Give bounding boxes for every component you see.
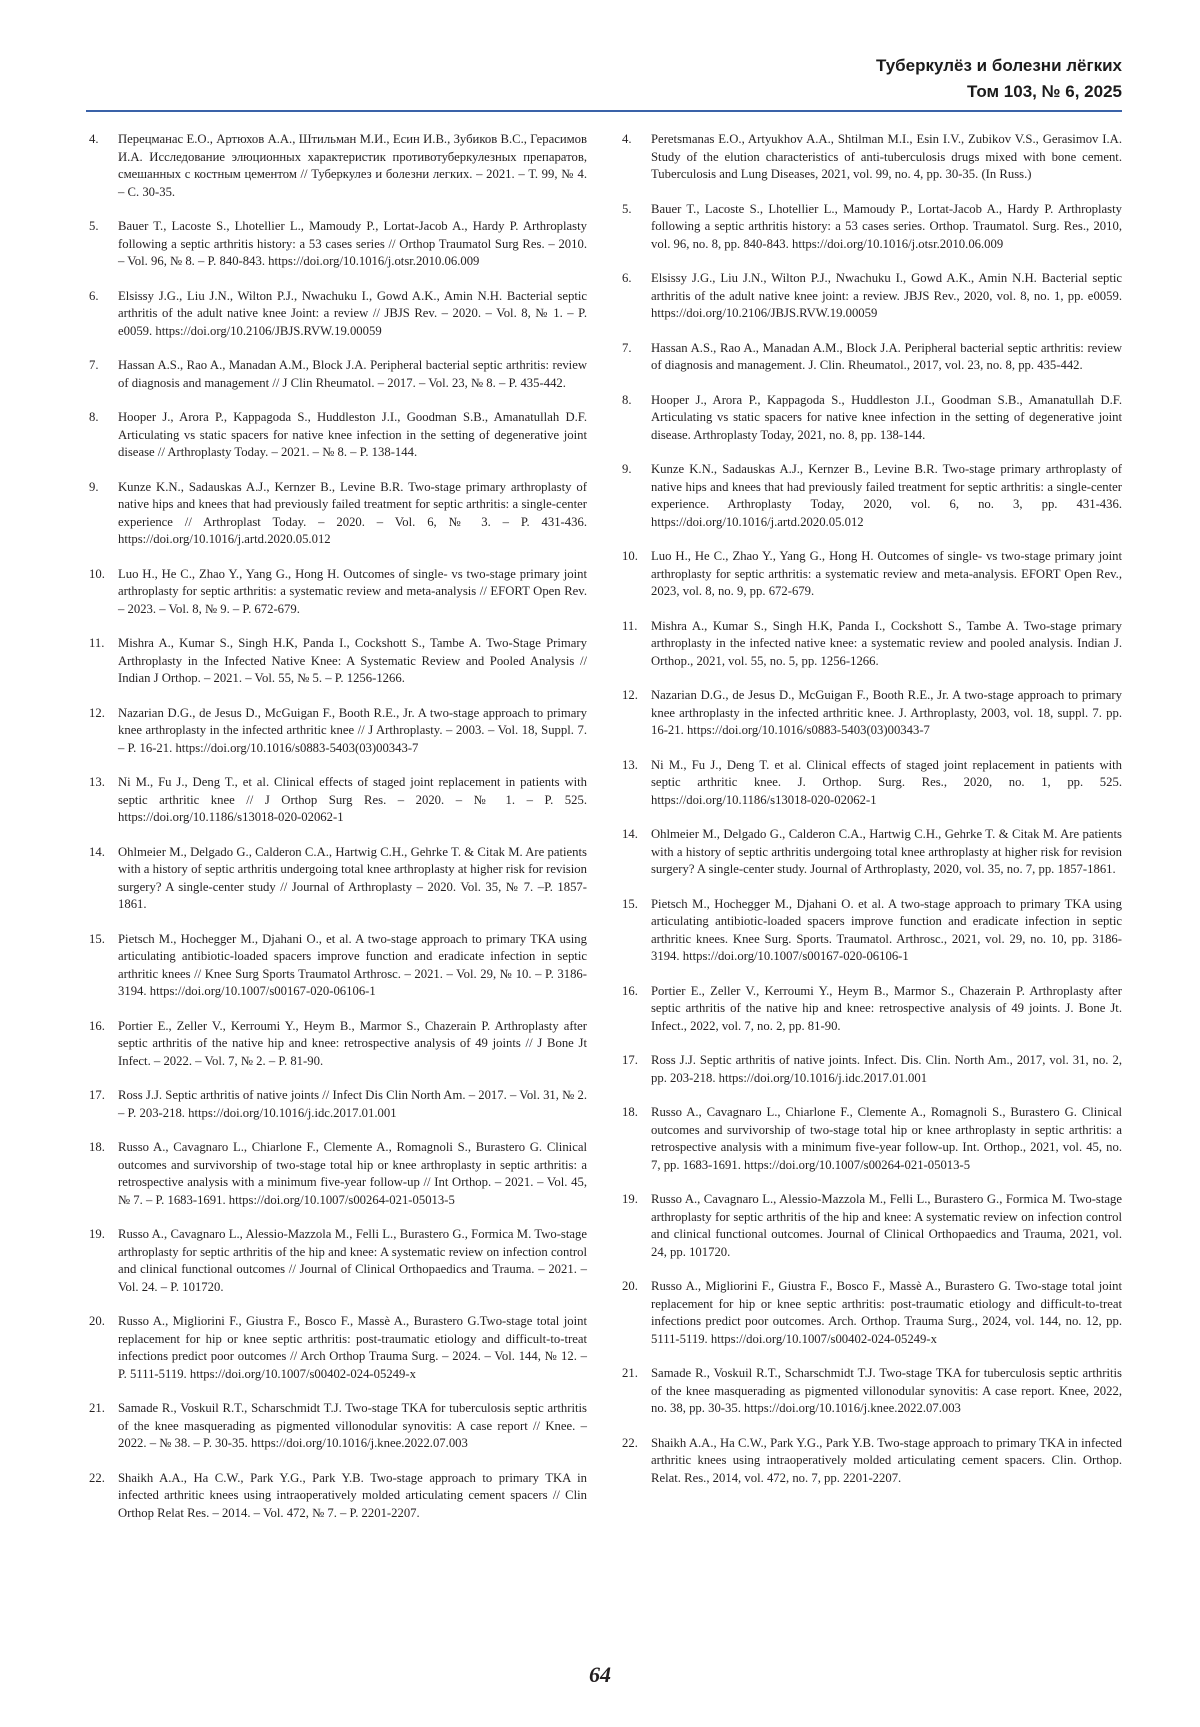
reference-number: 16. <box>622 983 638 998</box>
reference-text: Mishra A., Kumar S., Singh H.K, Panda I., Cockshott S., Tambe A. Two-Stage Primary Arthroplasty in the Infected Native Knee: A Systematic Review and Pooled Analysis // Indian J Orthop. – 2021. – Vol. 55, № 5. – P. 1256-1266. <box>118 636 587 685</box>
reference-item <box>622 270 1122 323</box>
reference-item <box>622 1104 1122 1174</box>
reference-item <box>89 131 587 201</box>
reference-number: 12. <box>622 688 638 702</box>
reference-text: Pietsch M., Hochegger M., Djahani O. et al. A two-stage approach to primary TKA using articulating antibiotic-loaded spacers improve function and eradicate infection in septic arthritic knees. Knee Surg. Sports. Traumatol. Arthrosc., 2021, vol. 29, no. 10, pp. 3186-3194. https://doi.org/10.1007/s00167-020-06106-1 <box>651 896 1122 963</box>
journal-issue: Том 103, № 6, 2025 <box>967 82 1122 101</box>
reference-text: Russo A., Cavagnaro L., Chiarlone F., Clemente A., Romagnoli S., Burastero G. Clinical outcomes and survivorship of two-stage total hip or knee arthroplasty in septic arthritis: a retrospective analysis with a minimum five-year follow-up. Int. Orthop., 2021, vol. 45, no. 7, pp. 1683-1691. https://doi.org/10.1007/s00264-021-05013-5 <box>651 1105 1122 1172</box>
reference-text: Russo A., Migliorini F., Giustra F., Bosco F., Massè A., Burastero G. Two-stage total joint replacement for hip or knee septic arthritis: post-traumatic etiology and difficult-to-treat infections predict poor outcomes. Arch. Orthop. Trauma Surg., 2024, vol. 144, no. 12, pp. 5111-5119. https://doi.org/10.1007/s00402-024-05249-x <box>651 1279 1122 1346</box>
reference-item <box>89 635 587 688</box>
reference-number: 10. <box>89 566 105 581</box>
reference-number: 4. <box>622 132 632 146</box>
reference-number: 19. <box>89 1227 105 1241</box>
reference-text: Ni M., Fu J., Deng T. et al. Clinical effects of staged joint replacement in patients with septic arthritic knee. J. Orthop. Surg. Res., 2020, no. 1, pp. 525. https://doi.org/10.1186/s13018-020-02062-1 <box>651 757 1122 807</box>
reference-text: Portier E., Zeller V., Kerroumi Y., Heym B., Marmor S., Chazerain P. Arthroplasty after septic arthritis of the native hip and knee: retrospective analysis of 49 joints // J Bone Jt Infect. – 2022. – Vol. 7, № 2. – P. 81-90. <box>118 1018 587 1068</box>
reference-number: 10. <box>622 549 638 563</box>
reference-number: 9. <box>89 479 99 494</box>
reference-item <box>622 131 1122 184</box>
reference-number: 18. <box>89 1140 105 1154</box>
reference-text: Ohlmeier M., Delgado G., Calderon C.A., Hartwig C.H., Gehrke T. & Citak M. Are patients with a history of septic arthritis undergoing total knee arthroplasty at higher risk for revision surgery? A single-center study // Journal of Arthroplasty – 2020. Vol. 35, № 7. –P. 1857-1861. <box>118 844 587 911</box>
reference-item <box>622 548 1122 601</box>
reference-number: 11. <box>622 618 638 633</box>
reference-text: Russo A., Migliorini F., Giustra F., Bosco F., Massè A., Burastero G.Two-stage total joint replacement for hip or knee septic arthritis: post-traumatic etiology and difficult-to-treat infections predict poor outcomes // Arch Orthop Trauma Surg. – 2024. – Vol. 144, № 12. – P. 5111-5119. https://doi.org/10.1007/s00402-024-05249-x <box>118 1314 587 1381</box>
reference-text: Перецманас Е.О., Артюхов А.А., Штильман М.И., Есин И.В., Зубиков В.С., Герасимов И.А. Исследование элюционных характеристик противотуберкулезных препаратов, смешанных с костным цементом // Туберкулез и болезни легких. – 2021. – Т. 99, № 4. – С. 30-35. <box>118 132 587 199</box>
reference-text: Portier E., Zeller V., Kerroumi Y., Heym B., Marmor S., Chazerain P. Arthroplasty after septic arthritis of the native hip and knee: retrospective analysis of 49 joints. J. Bone Jt. Infect., 2022, vol. 7, no. 2, pp. 81-90. <box>651 983 1122 1033</box>
reference-text: Kunze K.N., Sadauskas A.J., Kernzer B., Levine B.R. Two-stage primary arthroplasty of native hips and knees that had previously failed treatment for septic arthritis: a single-center experience. Arthroplasty Today, 2020, vol. 6, no. 3, pp. 431-436. https://doi.org/10.1016/j.artd.2020.05.012 <box>651 462 1122 529</box>
reference-text: Luo H., He C., Zhao Y., Yang G., Hong H. Outcomes of single- vs two-stage primary joint arthroplasty for septic arthritis: a systematic review and meta-analysis // EFORT Open Rev. – 2023. – Vol. 8, № 9. – P. 672-679. <box>118 566 587 616</box>
reference-item <box>89 479 587 549</box>
reference-item <box>89 566 587 619</box>
reference-text: Pietsch M., Hochegger M., Djahani O., et al. A two-stage approach to primary TKA using articulating antibiotic-loaded spacers improve function and eradicate infection in septic arthritic knees // Knee Surg Sports Traumatol Arthrosc. – 2021. – Vol. 29, № 10. – P. 3186-3194. https://doi.org/10.1007/s00167-020-06106-1 <box>118 931 587 998</box>
reference-number: 20. <box>622 1279 638 1293</box>
journal-title: Туберкулёз и болезни лёгких <box>875 56 1122 75</box>
reference-item <box>622 618 1122 671</box>
reference-number: 7. <box>89 358 99 372</box>
reference-text: Hooper J., Arora P., Kappagoda S., Huddleston J.I., Goodman S.B., Amanatullah D.F. Articulating vs static spacers for native knee infection in the setting of degenerative joint disease. Arthroplasty Today, 2021, no. 8, pp. 138-144. <box>651 392 1122 442</box>
reference-text: Russo A., Cavagnaro L., Chiarlone F., Clemente A., Romagnoli S., Burastero G. Clinical outcomes and survivorship of two-stage total hip or knee arthroplasty in septic arthritis: a retrospective analysis with a minimum five-year follow-up // Int Orthop. – 2021. – Vol. 45, № 7. – P. 1683-1691. https://doi.org/10.1007/s00264-021-05013-5 <box>118 1140 587 1207</box>
reference-number: 4. <box>89 132 99 146</box>
reference-text: Hooper J., Arora P., Kappagoda S., Huddleston J.I., Goodman S.B., Amanatullah D.F. Articulating vs static spacers for native knee infection in the setting of degenerative joint disease // Arthroplasty Today. – 2021. – № 8. – P. 138-144. <box>118 410 587 459</box>
reference-text: Elsissy J.G., Liu J.N., Wilton P.J., Nwachuku I., Gowd A.K., Amin N.H. Bacterial septic arthritis of the adult native knee joint: a review. JBJS Rev., 2020, vol. 8, no. 1, pp. e0059. https://doi.org/10.2106/JBJS.RVW.19.00059 <box>651 271 1122 320</box>
reference-number: 6. <box>89 288 99 303</box>
reference-item <box>89 705 587 758</box>
reference-text: Bauer T., Lacoste S., Lhotellier L., Mamoudy P., Lortat-Jacob A., Hardy P. Arthroplasty following a septic arthritis history: a 53 cases series. Orthop. Traumatol. Surg. Res., 2010, vol. 96, no. 8, pp. 840-843. https://doi.org/10.1016/j.otsr.2010.06.009 <box>651 201 1122 251</box>
reference-text: Russo A., Cavagnaro L., Alessio-Mazzola M., Felli L., Burastero G., Formica M. Two-stage arthroplasty for septic arthritis of the hip and knee: A systematic review on infection control and clinical functional outcomes // Journal of Clinical Orthopaedics and Trauma. – 2021. – Vol. 24. – P. 101720. <box>118 1227 587 1294</box>
reference-number: 5. <box>89 219 99 233</box>
reference-item <box>89 931 587 1001</box>
reference-item <box>89 1139 587 1209</box>
reference-number: 11. <box>89 636 105 650</box>
reference-item <box>622 461 1122 531</box>
reference-number: 13. <box>622 757 638 772</box>
reference-number: 22. <box>622 1435 638 1450</box>
reference-item <box>89 1400 587 1453</box>
reference-list-russian <box>89 131 587 1522</box>
reference-item <box>89 1313 587 1383</box>
reference-number: 5. <box>622 201 632 216</box>
reference-text: Bauer T., Lacoste S., Lhotellier L., Mamoudy P., Lortat-Jacob A., Hardy P. Arthroplasty following a septic arthritis history: a 53 cases series // Orthop Traumatol Surg Res. – 2010. – Vol. 96, № 8. – P. 840-843. https://doi.org/10.1016/j.otsr.2010.06.009 <box>118 219 587 268</box>
reference-number: 21. <box>89 1401 105 1415</box>
reference-number: 9. <box>622 462 632 476</box>
reference-text: Nazarian D.G., de Jesus D., McGuigan F., Booth R.E., Jr. A two-stage approach to primary knee arthroplasty in the infected arthritic knee // J Arthroplasty. – 2003. – Vol. 18, Suppl. 7. – P. 16-21. https://doi.org/10.1016/s0883-5403(03)00343-7 <box>118 705 587 755</box>
reference-text: Shaikh A.A., Ha C.W., Park Y.G., Park Y.B. Two-stage approach to primary TKA in infected arthritic knees using intraoperatively molded articulating cement spacers // Clin Orthop Relat Res. – 2014. – Vol. 472, № 7. – P. 2201-2207. <box>118 1470 587 1520</box>
reference-number: 8. <box>89 410 99 424</box>
reference-text: Elsissy J.G., Liu J.N., Wilton P.J., Nwachuku I., Gowd A.K., Amin N.H. Bacterial septic arthritis of the adult native knee Joint: a review // JBJS Rev. – 2020. – Vol. 8, № 1. – P. e0059. https://doi.org/10.2106/JBJS.RVW.19.00059 <box>118 288 587 338</box>
reference-item <box>622 1278 1122 1348</box>
reference-text: Samade R., Voskuil R.T., Scharschmidt T.J. Two-stage TKA for tuberculosis septic arthritis of the knee masquerading as pigmented villonodular synovitis: A case report. Knee, 2022, no. 38, pp. 30-35. https://doi.org/10.1016/j.knee.2022.07.003 <box>651 1366 1122 1415</box>
reference-item <box>89 774 587 827</box>
journal-header <box>876 53 1122 105</box>
reference-number: 14. <box>89 844 105 859</box>
reference-item <box>89 1226 587 1296</box>
reference-number: 7. <box>622 340 632 355</box>
reference-number: 8. <box>622 392 632 407</box>
reference-text: Hassan A.S., Rao A., Manadan A.M., Block J.A. Peripheral bacterial septic arthritis: review of diagnosis and management // J Clin Rheumatol. – 2017. – Vol. 23, № 8. – P. 435-442. <box>118 358 587 390</box>
reference-text: Ross J.J. Septic arthritis of native joints. Infect. Dis. Clin. North Am., 2017, vol. 31, no. 2, pp. 203-218. https://doi.org/10.1016/j.idc.2017.01.001 <box>651 1053 1122 1085</box>
reference-number: 6. <box>622 271 632 285</box>
reference-number: 21. <box>622 1366 638 1380</box>
reference-item <box>622 201 1122 254</box>
reference-item <box>622 1052 1122 1087</box>
reference-item <box>622 983 1122 1036</box>
reference-item <box>622 1191 1122 1261</box>
reference-text: Shaikh A.A., Ha C.W., Park Y.G., Park Y.B. Two-stage approach to primary TKA in infected arthritic knees using intraoperatively molded articulating cement spacers. Clin. Orthop. Relat. Res., 2014, vol. 472, no. 7, pp. 2201-2207. <box>651 1435 1122 1485</box>
reference-item <box>89 357 587 392</box>
reference-text: Mishra A., Kumar S., Singh H.K, Panda I., Cockshott S., Tambe A. Two-stage primary arthroplasty in the infected native knee: a systematic review and pooled analysis. Indian J. Orthop., 2021, vol. 55, no. 5, pp. 1256-1266. <box>651 618 1122 668</box>
reference-item <box>622 896 1122 966</box>
reference-item <box>622 826 1122 879</box>
reference-text: Ross J.J. Septic arthritis of native joints // Infect Dis Clin North Am. – 2017. – Vol. 31, № 2. – P. 203-218. https://doi.org/10.1016/j.idc.2017.01.001 <box>118 1088 587 1120</box>
reference-text: Kunze K.N., Sadauskas A.J., Kernzer B., Levine B.R. Two-stage primary arthroplasty of native hips and knees that had previously failed treatment for septic arthritis: a single-center experience // Arthroplast Today. – 2020. – Vol. 6, № 3. – P. 431-436. https://doi.org/10.1016/j.artd.2020.05.012 <box>118 479 587 546</box>
reference-number: 19. <box>622 1192 638 1206</box>
reference-text: Nazarian D.G., de Jesus D., McGuigan F., Booth R.E., Jr. A two-stage approach to primary knee arthroplasty in the infected arthritic knee. J. Arthroplasty, 2003, vol. 18, suppl. 7. pp. 16-21. https://doi.org/10.1016/s0883-5403(03)00343-7 <box>651 688 1122 737</box>
reference-number: 17. <box>622 1053 638 1067</box>
page-number: 64 <box>589 1662 611 1687</box>
reference-item <box>622 1435 1122 1488</box>
reference-number: 20. <box>89 1314 105 1328</box>
reference-item <box>622 1365 1122 1418</box>
reference-item <box>89 409 587 462</box>
reference-number: 13. <box>89 775 105 789</box>
reference-list-english <box>622 131 1122 1487</box>
reference-item <box>89 288 587 341</box>
reference-item <box>622 340 1122 375</box>
reference-number: 14. <box>622 827 638 841</box>
reference-number: 12. <box>89 705 105 720</box>
reference-text: Luo H., He C., Zhao Y., Yang G., Hong H. Outcomes of single- vs two-stage primary joint arthroplasty for septic arthritis: a systematic review and meta-analysis. EFORT Open Rev., 2023, vol. 8, no. 9, pp. 672-679. <box>651 549 1122 598</box>
reference-number: 22. <box>89 1470 105 1485</box>
reference-number: 15. <box>622 896 638 911</box>
reference-item <box>89 1018 587 1071</box>
reference-text: Russo A., Cavagnaro L., Alessio-Mazzola M., Felli L., Burastero G., Formica M. Two-stage arthroplasty for septic arthritis of the hip and knee: A systematic review on infection control and clinical functional outcomes. Journal of Clinical Orthopaedics and Trauma, 2021, vol. 24, pp. 101720. <box>651 1192 1122 1259</box>
reference-number: 16. <box>89 1018 105 1033</box>
reference-number: 18. <box>622 1105 638 1119</box>
header-rule <box>86 110 1122 112</box>
reference-text: Ni M., Fu J., Deng T., et al. Clinical effects of staged joint replacement in patients with septic arthritic knee // J Orthop Surg Res. – 2020. – № 1. – P. 525. https://doi.org/10.1186/s13018-020-02062-1 <box>118 775 587 824</box>
reference-item <box>622 687 1122 740</box>
reference-text: Samade R., Voskuil R.T., Scharschmidt T.J. Two-stage TKA for tuberculosis septic arthritis of the knee masquerading as pigmented villonodular synovitis: A case report // Knee. –2022. – № 38. – P. 30-35. https://doi.org/10.1016/j.knee.2022.07.003 <box>118 1401 587 1450</box>
reference-item <box>89 1087 587 1122</box>
reference-item <box>89 844 587 914</box>
reference-text: Peretsmanas E.O., Artyukhov A.A., Shtilman M.I., Esin I.V., Zubikov V.S., Gerasimov I.A. Study of the elution characteristics of anti-tuberculosis drugs mixed with bone cement. Tuberculosis and Lung Diseases, 2021, vol. 99, no. 4, pp. 30-35. (In Russ.) <box>651 132 1122 181</box>
reference-item <box>622 392 1122 445</box>
reference-text: Ohlmeier M., Delgado G., Calderon C.A., Hartwig C.H., Gehrke T. & Citak M. Are patients with a history of septic arthritis undergoing total knee arthroplasty at higher risk for revision surgery? A single-center study. Journal of Arthroplasty, 2020, vol. 35, no. 7, pp. 1857-1861. <box>651 827 1122 876</box>
reference-number: 15. <box>89 931 105 946</box>
reference-number: 17. <box>89 1088 105 1102</box>
reference-item <box>89 218 587 271</box>
reference-item <box>622 757 1122 810</box>
reference-item <box>89 1470 587 1523</box>
reference-text: Hassan A.S., Rao A., Manadan A.M., Block J.A. Peripheral bacterial septic arthritis: review of diagnosis and management. J. Clin. Rheumatol., 2017, vol. 23, no. 8, pp. 435-442. <box>651 340 1122 372</box>
